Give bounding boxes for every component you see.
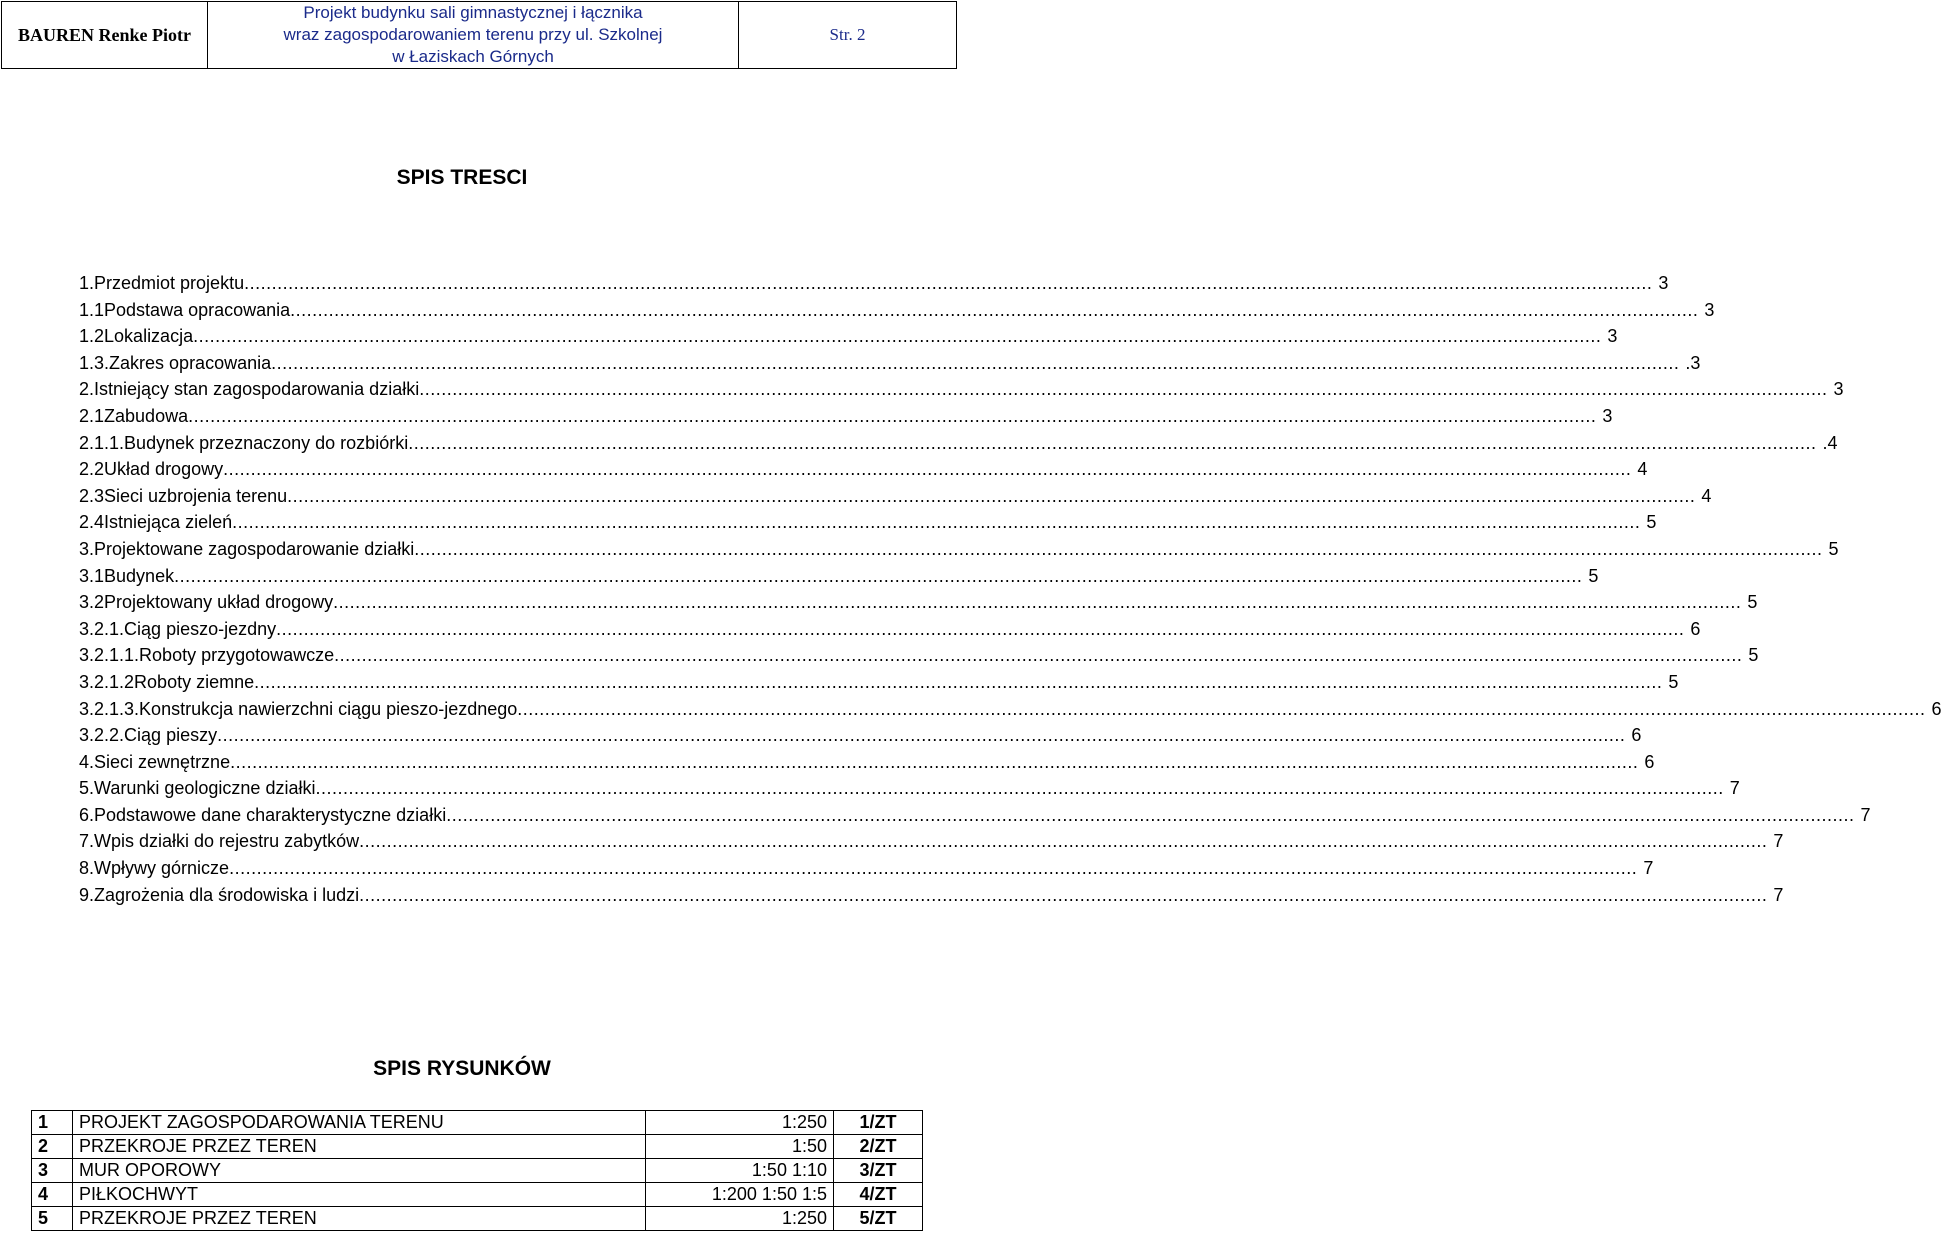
toc-entry-text: Sieci zewnętrzne (94, 751, 231, 772)
toc-entry (79, 403, 1613, 430)
toc-entry-page: 7 (1773, 831, 1784, 852)
toc-entry-number: 1.2 (79, 326, 105, 347)
toc-entry (79, 483, 1712, 510)
drawing-scale: 1:50 1:10 (646, 1159, 834, 1183)
drawing-number: 3 (32, 1159, 73, 1183)
toc-title: SPIS TRESCI (396, 166, 528, 189)
toc-entry-text: Warunki geologiczne działki (94, 778, 316, 799)
toc-entry-page: .3 (1685, 352, 1701, 373)
toc-entry (79, 589, 1758, 616)
toc-entry-page: 4 (1701, 485, 1712, 506)
drawings-title: SPIS RYSUNKÓW (373, 1057, 551, 1080)
drawing-scale: 1:250 (646, 1207, 834, 1231)
toc-entry (79, 509, 1657, 536)
toc-entry-page: 3 (1833, 379, 1844, 400)
toc-entry-number: 2.1 (79, 405, 105, 426)
toc-entry (79, 722, 1642, 749)
drawing-name: PRZEKROJE PRZEZ TEREN (73, 1135, 646, 1159)
toc-entry-number: 3. (79, 538, 95, 559)
project-title-line: Projekt budynku sali gimnastycznej i łącznika (303, 3, 643, 22)
toc-entry (79, 536, 1839, 563)
page-number: Str. 2 (739, 2, 957, 69)
toc-leader (517, 696, 1925, 723)
toc-entry-number: 3.2.1.1. (79, 645, 140, 666)
drawing-number: 2 (32, 1135, 73, 1159)
toc-entry-number: 2.1.1. (79, 432, 125, 453)
toc-entry-page: 5 (1748, 645, 1759, 666)
toc-entry-number: 6. (79, 804, 95, 825)
drawing-scale: 1:250 (646, 1111, 834, 1135)
toc-leader (254, 669, 1662, 696)
drawing-scale: 1:50 (646, 1135, 834, 1159)
toc-entry-text: Projektowane zagospodarowanie działki (94, 538, 415, 559)
toc-leader (287, 483, 1695, 510)
drawing-code: 4/ZT (834, 1183, 923, 1207)
drawings-table (31, 1110, 923, 1231)
toc-entry-number: 1.1 (79, 299, 105, 320)
drawing-name: PIŁKOCHWYT (73, 1183, 646, 1207)
toc-entry (79, 696, 1942, 723)
drawing-number: 5 (32, 1207, 73, 1231)
toc-entry (79, 855, 1654, 882)
toc-entry-page: 3 (1607, 326, 1618, 347)
toc-entry-number: 2.2 (79, 459, 105, 480)
toc-entry-text: Ciąg pieszy (124, 725, 218, 746)
project-title (208, 2, 739, 69)
toc-entry-page: 5 (1828, 538, 1839, 559)
toc-entry-page: 6 (1644, 751, 1655, 772)
toc-entry-page: 4 (1637, 459, 1648, 480)
toc-leader (414, 536, 1822, 563)
toc-entry-page: 5 (1646, 512, 1657, 533)
project-title-line: w Łaziskach Górnych (392, 47, 554, 66)
toc-entry-text: Zagrożenia dla środowiska i ludzi (94, 884, 360, 905)
drawing-code: 5/ZT (834, 1207, 923, 1231)
toc-entry-text: Podstawa opracowania (104, 299, 291, 320)
toc-entry-text: Sieci uzbrojenia terenu (104, 485, 288, 506)
toc-leader (271, 350, 1679, 377)
toc-leader (315, 775, 1723, 802)
toc-entry-page: 7 (1729, 778, 1740, 799)
toc-entry-text: Istniejący stan zagospodarowania działki (94, 379, 420, 400)
toc-leader (334, 642, 1742, 669)
table-of-contents (79, 270, 1942, 908)
toc-entry-number: 3.1 (79, 565, 105, 586)
toc-entry-number: 5. (79, 778, 95, 799)
drawing-code: 3/ZT (834, 1159, 923, 1183)
toc-entry-text: Roboty przygotowawcze (139, 645, 335, 666)
toc-leader (359, 828, 1767, 855)
toc-entry (79, 270, 1669, 297)
toc-leader (232, 509, 1640, 536)
drawing-scale: 1:200 1:50 1:5 (646, 1183, 834, 1207)
toc-entry-page: 7 (1860, 804, 1871, 825)
toc-leader (188, 403, 1596, 430)
toc-entry-text: Roboty ziemne (134, 671, 255, 692)
toc-entry-number: 3.2.1.2 (79, 671, 135, 692)
toc-entry-page: 3 (1658, 273, 1669, 293)
toc-entry-number: 8. (79, 858, 95, 879)
toc-entry-number: 3.2.1.3. (79, 698, 140, 719)
toc-entry (79, 376, 1844, 403)
toc-entry-number: 3.2.1. (79, 618, 125, 639)
table-row (32, 1159, 923, 1183)
table-row (32, 1183, 923, 1207)
toc-entry (79, 456, 1648, 483)
table-row (32, 1111, 923, 1135)
toc-leader (229, 855, 1637, 882)
toc-leader (244, 270, 1652, 297)
project-title-line: wraz zagospodarowaniem terenu przy ul. Szkolnej (283, 25, 663, 44)
toc-entry-number: 1.3. (79, 352, 110, 373)
toc-leader (359, 882, 1767, 909)
toc-entry (79, 323, 1618, 350)
toc-leader (333, 589, 1741, 616)
toc-entry-text: Lokalizacja (104, 326, 194, 347)
drawing-name: PROJEKT ZAGOSPODAROWANIA TERENU (73, 1111, 646, 1135)
toc-leader (290, 297, 1698, 324)
toc-entry-number: 3.2 (79, 592, 105, 613)
toc-leader (446, 802, 1854, 829)
toc-entry-page: 7 (1773, 884, 1784, 905)
toc-entry (79, 669, 1679, 696)
toc-entry-number: 9. (79, 884, 95, 905)
toc-leader (193, 323, 1601, 350)
toc-entry-number: 2.3 (79, 485, 105, 506)
toc-entry-page: .4 (1822, 432, 1838, 453)
toc-entry-text: Wpis działki do rejestru zabytków (94, 831, 360, 852)
toc-entry-number: 2. (79, 379, 95, 400)
toc-leader (419, 376, 1827, 403)
toc-entry-page: 3 (1602, 405, 1613, 426)
toc-entry (79, 802, 1871, 829)
toc-entry-page: 6 (1631, 725, 1642, 746)
toc-entry-page: 7 (1643, 858, 1654, 879)
toc-leader (223, 456, 1631, 483)
toc-entry-text: Podstawowe dane charakterystyczne działki (94, 804, 447, 825)
toc-entry-page: 3 (1704, 299, 1715, 320)
toc-entry-text: Projektowany układ drogowy (104, 592, 334, 613)
drawing-code: 2/ZT (834, 1135, 923, 1159)
toc-entry-text: Wpływy górnicze (94, 858, 230, 879)
toc-leader (174, 563, 1582, 590)
toc-entry-page: 5 (1668, 671, 1679, 692)
toc-entry-number: 2.4 (79, 512, 105, 533)
table-row (32, 1135, 923, 1159)
toc-entry-text: Konstrukcja nawierzchni ciągu pieszo-jezdnego (139, 698, 518, 719)
toc-leader (217, 722, 1625, 749)
toc-entry-text: Budynek (104, 565, 175, 586)
toc-entry (79, 749, 1655, 776)
toc-entry-text: Przedmiot projektu (94, 273, 245, 293)
table-row (32, 1207, 923, 1231)
toc-entry (79, 297, 1715, 324)
toc-entry-number: 4. (79, 751, 95, 772)
toc-entry-text: Istniejąca zieleń (104, 512, 233, 533)
toc-entry-page: 6 (1931, 698, 1942, 719)
drawing-number: 1 (32, 1111, 73, 1135)
drawing-name: PRZEKROJE PRZEZ TEREN (73, 1207, 646, 1231)
company-name: BAUREN Renke Piotr (2, 2, 208, 69)
toc-entry-text: Zakres opracowania (109, 352, 272, 373)
toc-entry (79, 350, 1701, 377)
toc-leader (230, 749, 1638, 776)
toc-entry-text: Ciąg pieszo-jezdny (124, 618, 277, 639)
drawing-name: MUR OPOROWY (73, 1159, 646, 1183)
toc-entry (79, 828, 1784, 855)
toc-entry (79, 430, 1838, 457)
toc-entry-page: 5 (1747, 592, 1758, 613)
toc-entry-page: 5 (1588, 565, 1599, 586)
toc-leader (408, 430, 1816, 457)
toc-entry-text: Zabudowa (104, 405, 189, 426)
toc-entry (79, 616, 1701, 643)
toc-entry (79, 642, 1759, 669)
toc-entry-number: 1. (79, 273, 95, 293)
page-header (1, 1, 957, 69)
toc-entry (79, 775, 1740, 802)
drawing-code: 1/ZT (834, 1111, 923, 1135)
drawing-number: 4 (32, 1183, 73, 1207)
toc-leader (276, 616, 1684, 643)
toc-entry-number: 7. (79, 831, 95, 852)
toc-entry-text: Budynek przeznaczony do rozbiórki (124, 432, 409, 453)
toc-entry-page: 6 (1690, 618, 1701, 639)
toc-entry (79, 563, 1599, 590)
toc-entry-number: 3.2.2. (79, 725, 125, 746)
toc-entry-text: Układ drogowy (104, 459, 224, 480)
toc-entry (79, 882, 1784, 909)
